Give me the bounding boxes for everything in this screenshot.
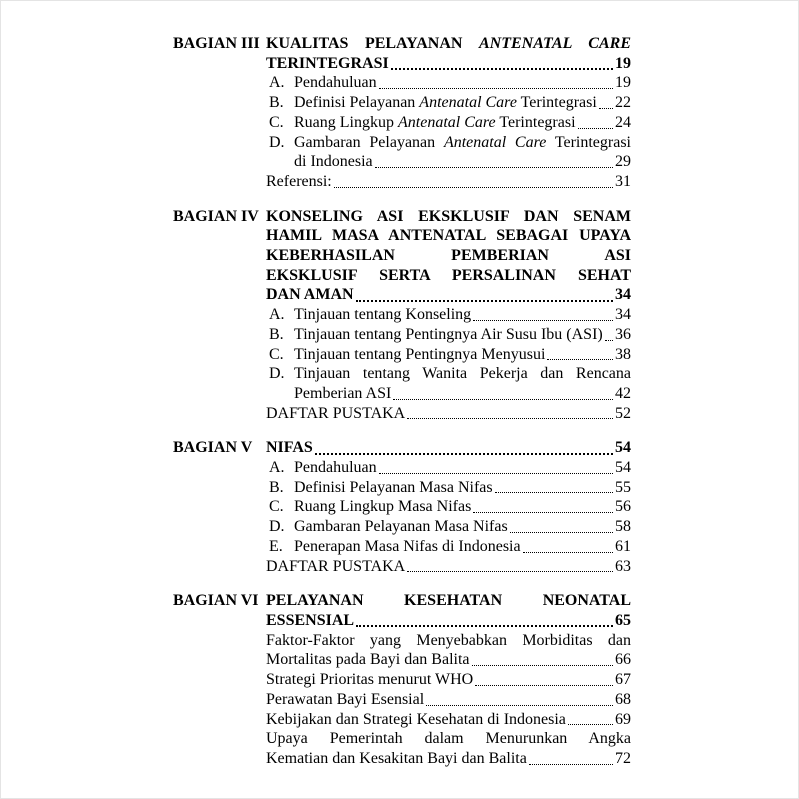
entry-text: Tinjauan tentang Wanita Pekerja dan Rencana bbox=[294, 365, 631, 383]
entry-text-part: Terintegrasi bbox=[516, 94, 597, 112]
page-number: 54 bbox=[615, 439, 631, 457]
entry-text: Perawatan Bayi Esensial bbox=[266, 690, 425, 708]
entry-text: Tinjauan tentang Pentingnya Air Susu Ibu (ASI) bbox=[294, 325, 603, 343]
entry-letter: C. bbox=[269, 113, 284, 131]
page-number: 66 bbox=[615, 651, 631, 669]
section-body bbox=[266, 591, 631, 768]
toc-section-bagian-iii bbox=[173, 34, 631, 192]
toc-entry bbox=[266, 404, 631, 424]
leader-dots bbox=[523, 552, 613, 553]
page-number: 29 bbox=[615, 153, 631, 171]
leader-dots bbox=[379, 473, 613, 474]
toc-entry-continuation bbox=[266, 384, 631, 404]
page-number: 36 bbox=[615, 325, 631, 343]
entry-text: Definisi Pelayanan Masa Nifas bbox=[294, 478, 493, 496]
entry-letter: B. bbox=[269, 325, 284, 343]
section-label: BAGIAN IV bbox=[173, 207, 259, 225]
section-heading-line bbox=[266, 285, 631, 305]
toc-entry bbox=[266, 305, 631, 325]
entry-text: Kebijakan dan Strategi Kesehatan di Indonesia bbox=[266, 710, 566, 728]
entry-letter: D. bbox=[269, 518, 285, 536]
leader-dots bbox=[334, 187, 613, 188]
toc-entry bbox=[266, 690, 631, 710]
page-number: 22 bbox=[615, 94, 631, 112]
entry-text-part: Gambaran Pelayanan bbox=[294, 133, 444, 151]
toc-entry bbox=[266, 364, 631, 384]
toc-entry bbox=[266, 73, 631, 93]
entry-letter: D. bbox=[269, 133, 285, 151]
leader-dots bbox=[473, 512, 613, 513]
entry-text: Ruang Lingkup Masa Nifas bbox=[294, 498, 472, 516]
heading-text: NIFAS bbox=[266, 439, 313, 457]
section-label: BAGIAN VI bbox=[173, 592, 259, 610]
toc-entry bbox=[266, 93, 631, 113]
entry-text: Referensi: bbox=[266, 172, 332, 190]
page-number: 42 bbox=[615, 384, 631, 402]
entry-letter: B. bbox=[269, 478, 284, 496]
toc-entry bbox=[266, 517, 631, 537]
leader-dots bbox=[315, 453, 613, 455]
leader-dots bbox=[356, 300, 613, 302]
page-number: 24 bbox=[615, 113, 631, 131]
entry-text: di Indonesia bbox=[294, 153, 373, 171]
toc-entry: Faktor-Faktor yang Menyebabkan Morbiditas dan bbox=[266, 631, 631, 649]
section-heading-line bbox=[266, 34, 631, 54]
entry-letter: E. bbox=[269, 537, 283, 555]
entry-text: Tinjauan tentang Pentingnya Menyusui bbox=[294, 345, 546, 363]
section-heading-line: HAMIL MASA ANTENATAL SEBAGAI UPAYA bbox=[266, 227, 631, 245]
toc-section-bagian-iv bbox=[173, 207, 631, 424]
section-body bbox=[266, 438, 631, 576]
toc-entry bbox=[266, 345, 631, 365]
entry-text: Penerapan Masa Nifas di Indonesia bbox=[294, 537, 521, 555]
section-heading-line bbox=[266, 54, 631, 74]
entry-text-italic: Antenatal Care bbox=[419, 94, 517, 112]
entry-letter: A. bbox=[269, 74, 285, 92]
page-number: 55 bbox=[615, 478, 631, 496]
page-number: 19 bbox=[615, 74, 631, 92]
page-number: 34 bbox=[615, 306, 631, 324]
page-number: 38 bbox=[615, 345, 631, 363]
toc-entry bbox=[266, 557, 631, 577]
leader-dots bbox=[529, 764, 613, 765]
entry-text: DAFTAR PUSTAKA bbox=[266, 404, 406, 422]
leader-dots bbox=[578, 128, 613, 129]
page-number: 31 bbox=[615, 172, 631, 190]
entry-text-italic: Antenatal Care bbox=[443, 133, 547, 151]
page-number: 56 bbox=[615, 498, 631, 516]
toc-entry bbox=[266, 172, 631, 192]
entry-text: Pendahuluan bbox=[294, 74, 377, 92]
leader-dots bbox=[547, 359, 613, 360]
entry-letter: A. bbox=[269, 459, 285, 477]
leader-dots bbox=[472, 665, 614, 666]
entry-text-italic: Antenatal Care bbox=[398, 113, 496, 131]
entry-text-part: Definisi Pelayanan bbox=[294, 94, 420, 112]
section-body bbox=[266, 34, 631, 192]
entry-text: Pemberian ASI bbox=[294, 384, 392, 402]
leader-dots bbox=[407, 418, 613, 419]
page-number: 63 bbox=[615, 557, 631, 575]
section-heading-line: EKSKLUSIF SERTA PERSALINAN SEHAT bbox=[266, 266, 631, 284]
entry-text: Gambaran Pelayanan Masa Nifas bbox=[294, 518, 508, 536]
leader-dots bbox=[391, 68, 613, 70]
leader-dots bbox=[375, 167, 613, 168]
page-number: 61 bbox=[615, 537, 631, 555]
toc-entry-continuation bbox=[266, 152, 631, 172]
entry-letter: C. bbox=[269, 345, 284, 363]
page-number: 54 bbox=[615, 459, 631, 477]
entry-text bbox=[294, 133, 631, 153]
section-heading-line: KONSELING ASI EKSKLUSIF DAN SENAM bbox=[266, 207, 631, 225]
entry-text: Pendahuluan bbox=[294, 459, 377, 477]
entry-text: DAFTAR PUSTAKA bbox=[266, 557, 406, 575]
leader-dots bbox=[393, 399, 613, 400]
page-number: 52 bbox=[615, 404, 631, 422]
leader-dots bbox=[356, 625, 613, 627]
entry-text: Mortalitas pada Bayi dan Balita bbox=[266, 651, 470, 669]
page-number: 68 bbox=[615, 690, 631, 708]
entry-text-part: Ruang Lingkup bbox=[294, 113, 398, 131]
section-label: BAGIAN V bbox=[173, 439, 253, 457]
toc-entry bbox=[266, 670, 631, 690]
toc-entry bbox=[266, 478, 631, 498]
entry-text bbox=[294, 93, 597, 113]
entry-text bbox=[294, 113, 576, 133]
page-number: 19 bbox=[615, 54, 631, 72]
entry-letter: D. bbox=[269, 365, 285, 383]
leader-dots bbox=[599, 108, 613, 109]
leader-dots bbox=[495, 492, 613, 493]
entry-text-part: Terintegrasi bbox=[546, 133, 631, 151]
page-number: 34 bbox=[615, 286, 631, 304]
entry-letter: B. bbox=[269, 94, 284, 112]
toc-entry bbox=[266, 458, 631, 478]
heading-text: ESSENSIAL bbox=[266, 611, 355, 629]
toc-section-bagian-v bbox=[173, 438, 631, 576]
leader-dots bbox=[407, 571, 613, 572]
toc-entry bbox=[266, 710, 631, 730]
leader-dots bbox=[568, 724, 613, 725]
entry-letter: A. bbox=[269, 306, 285, 324]
section-heading-line: KEBERHASILAN PEMBERIAN ASI bbox=[266, 247, 631, 265]
heading-text: TERINTEGRASI bbox=[266, 54, 389, 72]
entry-text-part: Terintegrasi bbox=[495, 113, 576, 131]
toc-entry: Upaya Pemerintah dalam Menurunkan Angka bbox=[266, 730, 631, 748]
section-heading-line bbox=[266, 611, 631, 631]
section-heading-line bbox=[266, 438, 631, 458]
heading-text-italic: ANTENATAL CARE bbox=[479, 35, 631, 52]
toc-entry bbox=[266, 497, 631, 517]
leader-dots bbox=[510, 532, 613, 533]
toc-entry bbox=[266, 113, 631, 133]
toc-entry bbox=[266, 537, 631, 557]
toc-entry bbox=[266, 133, 631, 153]
page-number: 67 bbox=[615, 671, 631, 689]
leader-dots bbox=[426, 705, 613, 706]
section-heading-line: PELAYANAN KESEHATAN NEONATAL bbox=[266, 592, 631, 610]
page-number: 58 bbox=[615, 518, 631, 536]
leader-dots bbox=[605, 340, 613, 341]
entry-letter: C. bbox=[269, 498, 284, 516]
heading-text: DAN AMAN bbox=[266, 286, 354, 304]
toc-section-bagian-vi bbox=[173, 591, 631, 768]
page-number: 65 bbox=[615, 611, 631, 629]
entry-text: Tinjauan tentang Konseling bbox=[294, 306, 472, 324]
leader-dots bbox=[475, 685, 613, 686]
page-number: 69 bbox=[615, 710, 631, 728]
leader-dots bbox=[473, 320, 613, 321]
toc-entry-continuation bbox=[266, 650, 631, 670]
section-label: BAGIAN III bbox=[173, 35, 260, 52]
section-body bbox=[266, 207, 631, 424]
leader-dots bbox=[379, 88, 613, 89]
page-number: 72 bbox=[615, 749, 631, 767]
heading-text: KUALITAS PELAYANAN bbox=[266, 35, 479, 52]
toc-entry-continuation bbox=[266, 749, 631, 769]
entry-text: Strategi Prioritas menurut WHO bbox=[266, 671, 474, 689]
toc-entry bbox=[266, 325, 631, 345]
entry-text: Kematian dan Kesakitan Bayi dan Balita bbox=[266, 749, 527, 767]
